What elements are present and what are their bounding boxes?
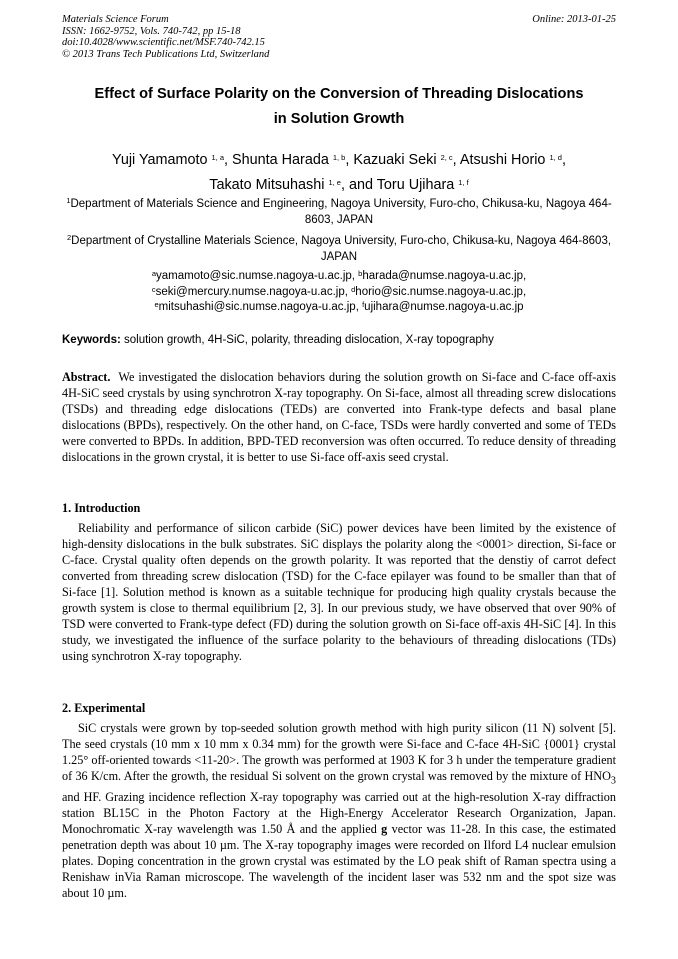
abstract-text: We investigated the dislocation behaviors during the solution growth on Si-face and C-face off-axis 4H-SiC seed crystals by using synchrotron X-ray topography. On Si-face, almost all threading screw dislocations (TSDs) and threading edge dislocations (TEDs) are converted into Frank-type defects and basal plane dislocations (BPDs), respectively. On the other hand, on C-face, TSDs were hardly converted and some of TEDs were converted to BPDs. In addition, BPD-TED reconversion was often occurred. To reduce density of threading dislocations in the grown crystal, it is better to use Si-face off-axis seed crystal.: [62, 370, 617, 464]
keywords-text: solution growth, 4H-SiC, polarity, threading dislocation, X-ray topography: [124, 334, 494, 346]
issn-line: ISSN: 1662-9752, Vols. 740-742, pp 15-18: [62, 25, 241, 37]
author: Kazuaki Seki $^{2, c}$,: [353, 152, 460, 168]
email[interactable]: $^f$ujihara@numse.nagoya-u.ac.jp: [362, 300, 524, 313]
email[interactable]: $^e$mitsuhashi@sic.numse.nagoya-u.ac.jp: [154, 300, 356, 313]
section-heading-experimental: 2. Experimental: [62, 701, 146, 715]
keywords-label: Keywords:: [62, 334, 121, 346]
affiliation-1: $^1$Department of Materials Science and Engineering, Nagoya University, Furo-cho, Chikusa-ku, Nagoya 464-8603, JAPAN: [66, 196, 612, 226]
author: Toru Ujihara $^{1, f}$: [376, 177, 469, 193]
section-heading-introduction: 1. Introduction: [62, 501, 141, 515]
author: Atsushi Horio $^{1, d}$,: [459, 152, 566, 168]
online-date: Online: 2013-01-25: [532, 14, 616, 25]
title-line-2: in Solution Growth: [273, 111, 405, 127]
abstract: [62, 369, 616, 465]
journal-name: Materials Science Forum: [62, 14, 169, 25]
email[interactable]: $^b$harada@numse.nagoya-u.ac.jp: [358, 269, 523, 282]
doi-line: doi:10.4028/www.scientific.net/MSF.740-742.15: [62, 37, 265, 48]
affiliation-2: $^2$Department of Crystalline Materials Science, Nagoya University, Furo-cho, Chikusa-ku, Nagoya 464-8603, JAPAN: [66, 233, 612, 263]
author: Yuji Yamamoto $^{1, a}$,: [112, 152, 233, 168]
email[interactable]: $^a$yamamoto@sic.numse.nagoya-u.ac.jp: [151, 269, 352, 282]
author: Takato Mitsuhashi $^{1, e}$, and: [209, 177, 377, 193]
experimental-paragraph: SiC crystals were grown by top-seeded solution growth method with high purity silicon (11 N) solvent [5]. The seed crystals (10 mm x 10 mm x 0.34 mm) for the growth were Si-face and C-face 4H-SiC {0001} crystal 1.25° off-oriented towards <11-20>. The growth was performed at 1903 K for 3 h under the temperature gradient of 36 K/cm. After the growth, the residual Si solvent on the grown crystal was removed by the mixture of $HNO_3$ and HF. Grazing incidence reflection X-ray topography was carried out at the high-resolution X-ray diffraction station BL15C in the Photon Factory at the High-Energy Accelerator Research Organization, Japan. Monochromatic X-ray wavelength was 1.50 Å and the applied g vector was 11-28. In this case, the estimated penetration depth was about 10 µm. The X-ray topography images were recorded on Ilford L4 nuclear emulsion plates. Doping concentration in the grown crystal was estimated by the LO peak shift of Raman spectra using a Renishaw inVia Raman microscope. The wavelength of the incident laser was 532 nm and the spot size was about 10 µm.: [62, 721, 616, 901]
email-list: $^a$yamamoto@sic.numse.nagoya-u.ac.jp, $^b$harada@numse.nagoya-u.ac.jp, $^c$seki@mercury.numse.nagoya-u.ac.jp, $^d$horio@sic.numse.nagoya-u.ac.jp, $^e$mitsuhashi@sic.numse.nagoya-u.ac.jp, $^f$ujihara@numse.nagoya-u.ac.jp: [151, 269, 527, 313]
abstract-label: Abstract.: [62, 370, 111, 384]
keywords: [62, 333, 616, 348]
journal-header: [62, 14, 616, 60]
author-list: [40, 148, 638, 198]
author: Shunta Harada $^{1, b}$,: [232, 152, 354, 168]
email[interactable]: $^c$seki@mercury.numse.nagoya-u.ac.jp: [151, 284, 345, 298]
paper-title: [40, 82, 638, 132]
title-line-1: Effect of Surface Polarity on the Conversion of Threading Dislocations: [94, 86, 584, 102]
introduction-paragraph: Reliability and performance of silicon carbide (SiC) power devices have been limited by the existence of high-density dislocations in the bulk substrates. SiC displays the polarity along the <0001> direction, Si-face or C-face. Crystal quality often depends on the growth polarity. It was reported that the denstiy of carrot defect converted from threading screw dislocation (TSD) for the C-face epilayer was found to be smaller than that of Si-face [1]. Solution method is known as a suitable technique for producing high quality crystals because the growth system is close to thermal equilibrium [2, 3]. In our previous study, we have observed that over 90% of TSD were converted to Frank-type defect (FD) during the solution growth on Si-face off-axis 4H-SiC [4]. In this study, we investigated the influence of the surface polarity to the behaviours of threading dislocations (TDs) using synchrotron X-ray topography.: [62, 521, 616, 663]
copyright-line: © 2013 Trans Tech Publications Ltd, Switzerland: [62, 48, 270, 60]
email[interactable]: $^d$horio@sic.numse.nagoya-u.ac.jp: [351, 284, 523, 298]
